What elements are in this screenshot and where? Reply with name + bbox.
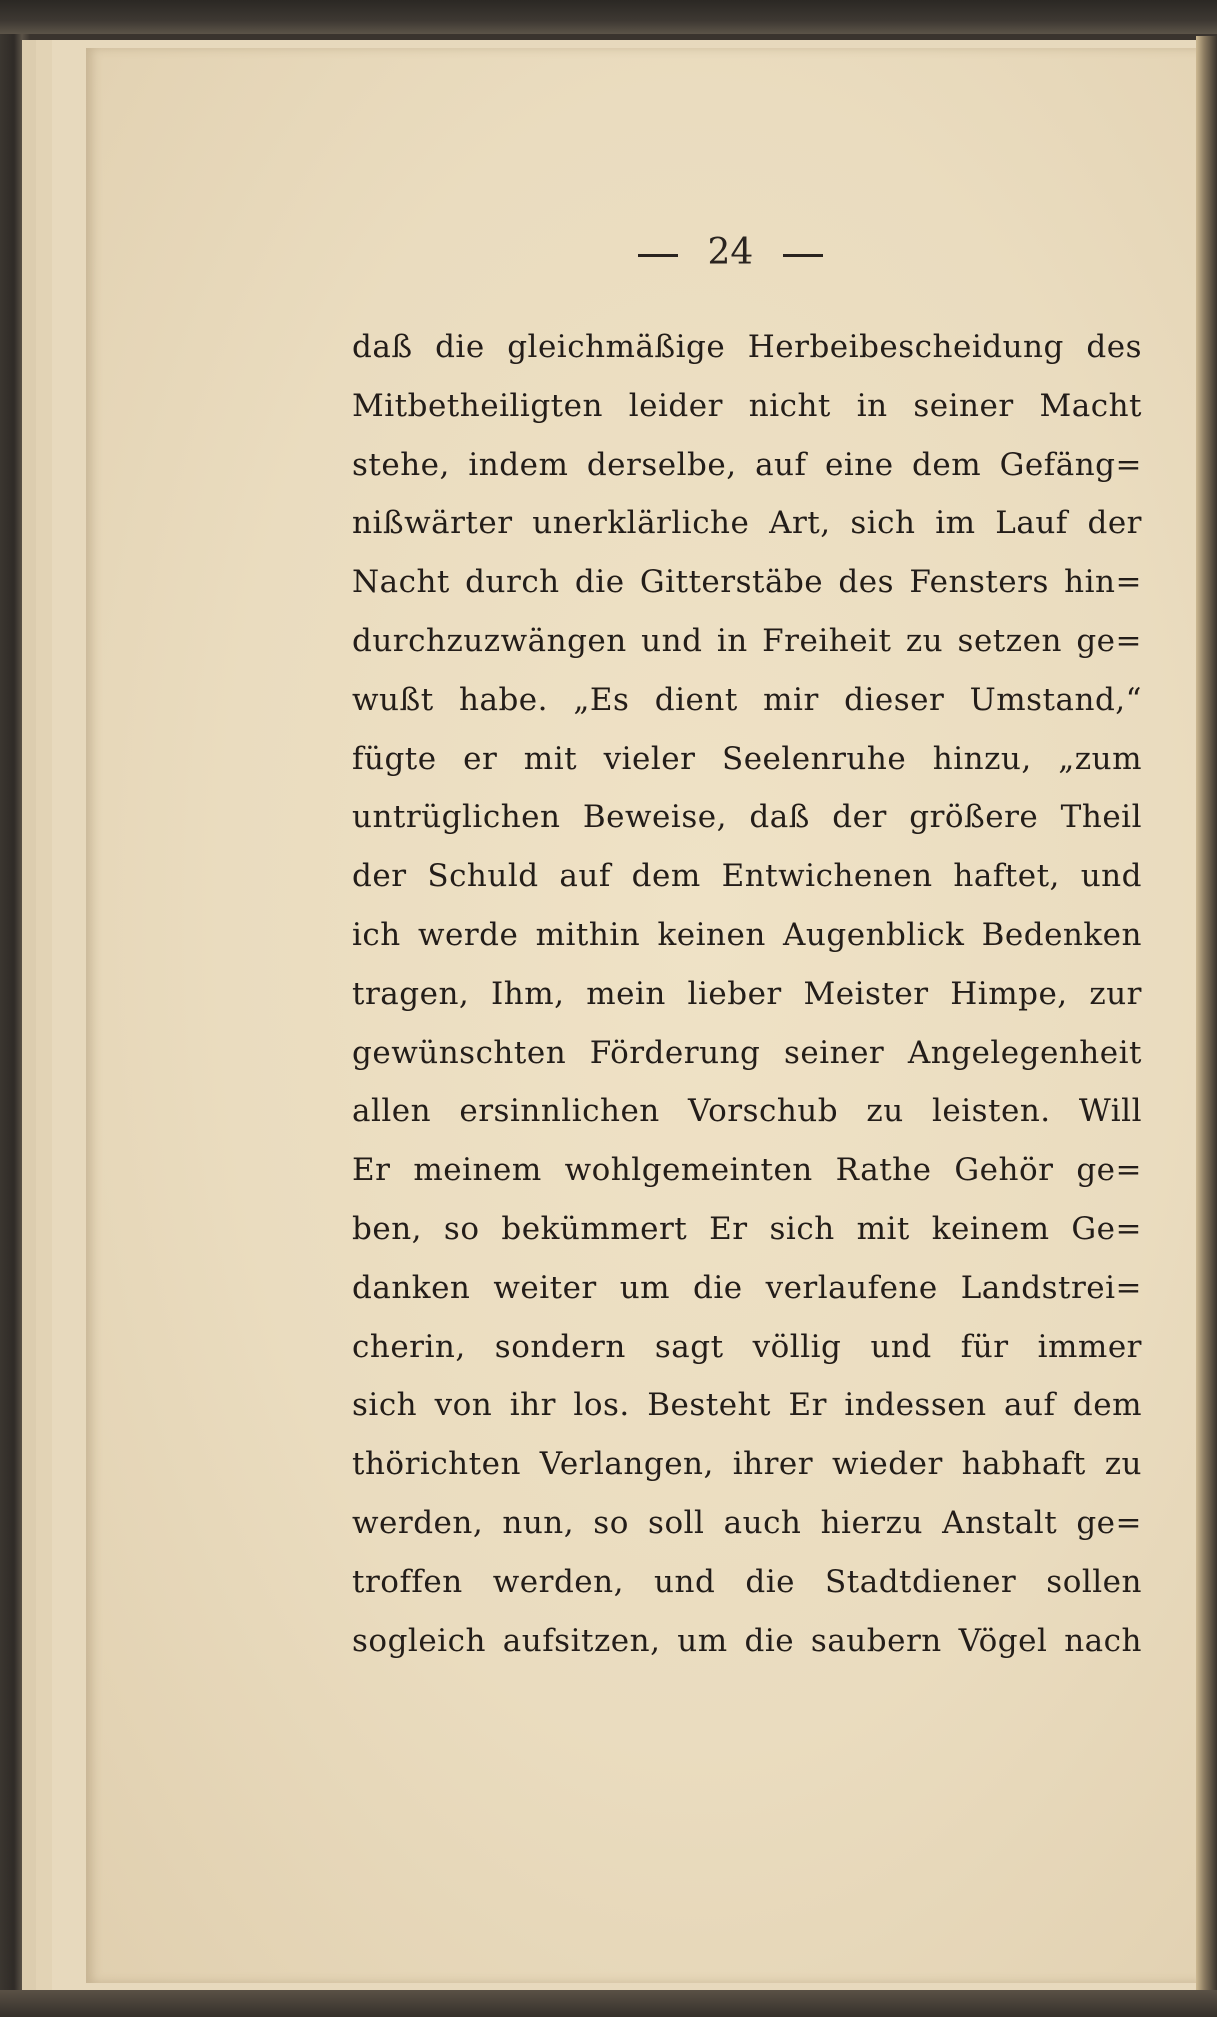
text-line: Er meinem wohlgemeinten Rathe Gehör ge=	[352, 1152, 1142, 1189]
text-line: Nacht durch die Gitterstäbe des Fensters hin=	[352, 564, 1142, 601]
text-line: gewünschten Förderung seiner Angelegenheit	[352, 1034, 1142, 1071]
text-line: ich werde mithin keinen Augenblick Bedenken	[352, 916, 1142, 953]
text-line: Mitbetheiligten leider nicht in seiner Macht	[352, 387, 1142, 424]
page-number: 24	[707, 232, 754, 273]
text-line: tragen, Ihm, mein lieber Meister Himpe, zur	[352, 975, 1142, 1012]
book-cover-top-edge	[0, 0, 1217, 34]
book-cover-bottom-edge	[0, 1990, 1217, 2017]
text-line: sogleich aufsitzen, um die saubern Vögel nach	[352, 1622, 1142, 1659]
dash-right	[783, 254, 823, 257]
book-right-edge	[1196, 36, 1217, 1996]
dash-left	[638, 254, 678, 257]
text-line: wußt habe. „Es dient mir dieser Umstand,“	[352, 681, 1142, 718]
body-text	[352, 318, 1142, 1670]
text-line: daß die gleichmäßige Herbeibescheidung des	[352, 329, 1142, 365]
text-line: stehe, indem derselbe, auf eine dem Gefäng=	[352, 446, 1142, 483]
text-line: ben, so bekümmert Er sich mit keinem Ge=	[352, 1210, 1142, 1247]
text-line: durchzuzwängen und in Freiheit zu setzen ge=	[352, 622, 1142, 659]
text-line: troffen werden, und die Stadtdiener sollen	[352, 1563, 1142, 1600]
text-line: allen ersinnlichen Vorschub zu leisten. Will	[352, 1093, 1142, 1130]
text-line: thörichten Verlangen, ihrer wieder habhaft zu	[352, 1446, 1142, 1483]
text-line: werden, nun, so soll auch hierzu Anstalt ge=	[352, 1504, 1142, 1541]
page-number-header	[0, 232, 1217, 273]
text-line: untrüglichen Beweise, daß der größere Theil	[352, 799, 1142, 836]
text-line: danken weiter um die verlaufene Landstrei=	[352, 1269, 1142, 1306]
text-line: cherin, sondern sagt völlig und für immer	[352, 1328, 1142, 1365]
text-line: fügte er mit vieler Seelenruhe hinzu, „zum	[352, 740, 1142, 777]
text-line: der Schuld auf dem Entwichenen haftet, und	[352, 858, 1142, 895]
text-line: sich von ihr los. Besteht Er indessen auf dem	[352, 1387, 1142, 1424]
text-line: nißwärter unerklärliche Art, sich im Lauf der	[352, 505, 1142, 542]
